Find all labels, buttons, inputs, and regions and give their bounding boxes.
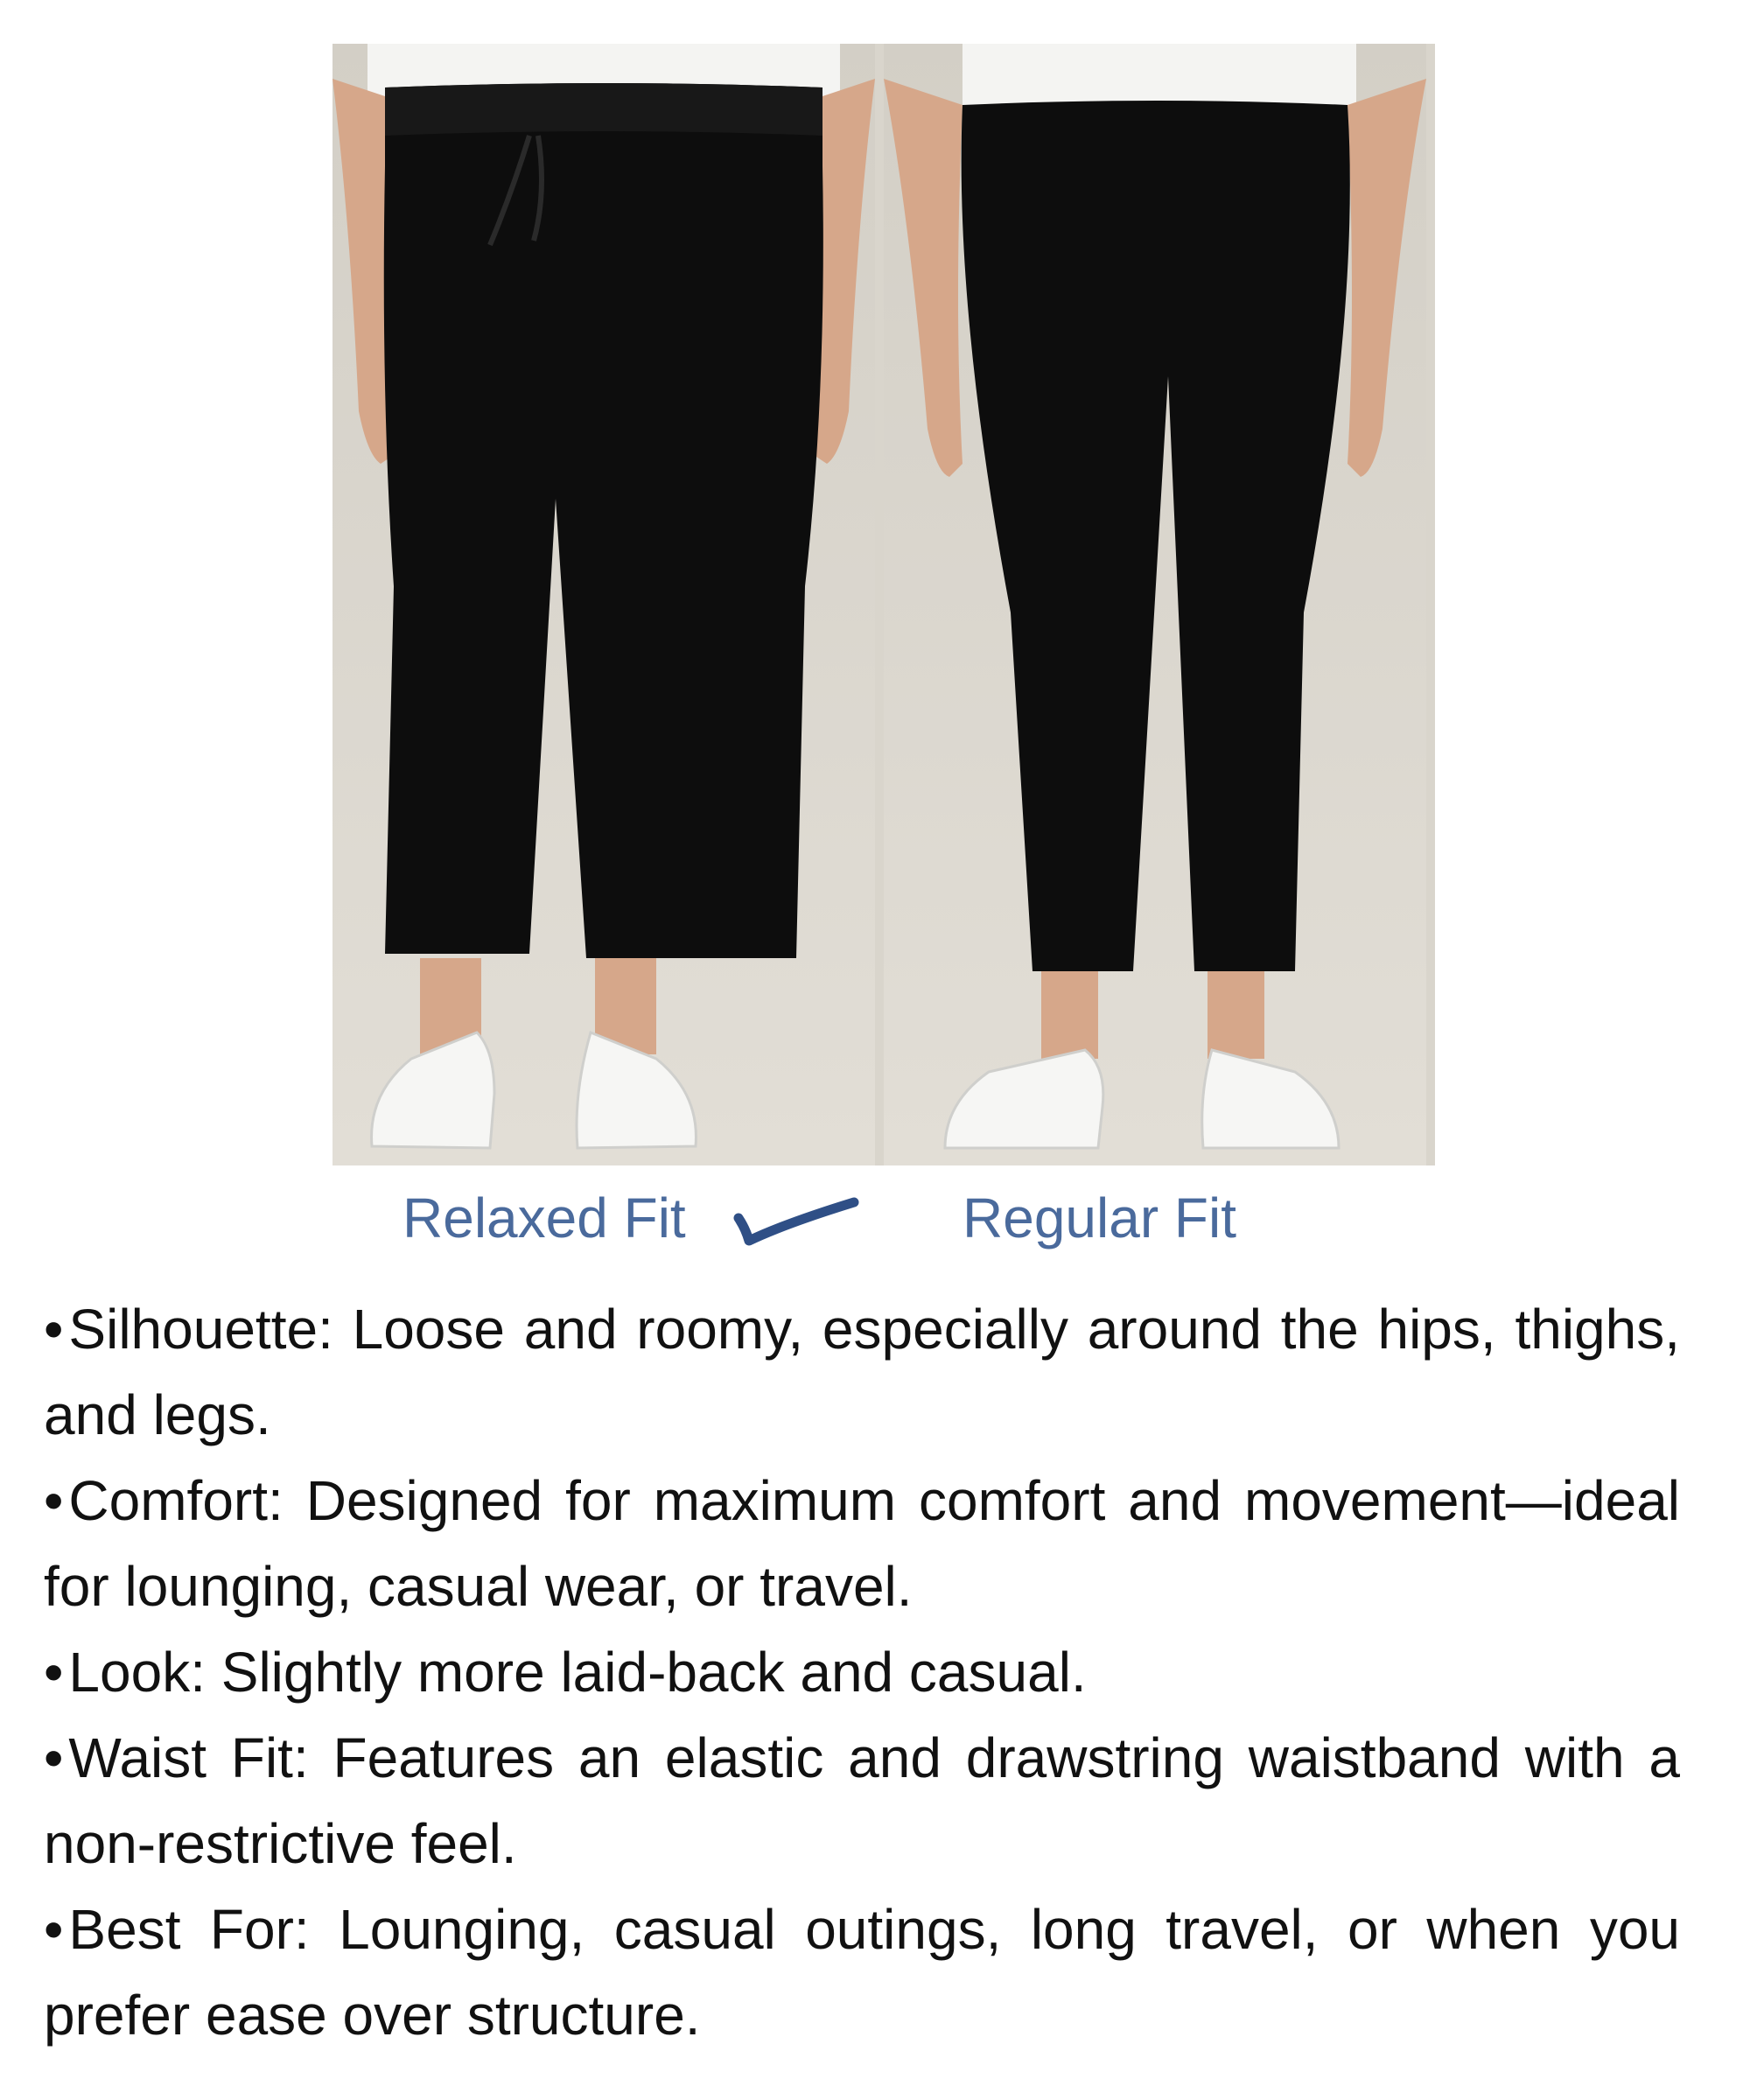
feature-text: Waist Fit: Features an elastic and drawstring waistband with a non-restrictive feel. <box>44 1726 1680 1875</box>
feature-text: Best For: Lounging, casual outings, long travel, or when you prefer ease over structure. <box>44 1898 1680 2047</box>
checkmark-icon <box>733 1190 860 1251</box>
feature-silhouette <box>44 1286 1680 1458</box>
relaxed-fit-pants-photo <box>332 44 875 1166</box>
feature-waist-fit <box>44 1715 1680 1886</box>
regular-fit-label: Regular Fit <box>962 1186 1236 1250</box>
feature-comfort <box>44 1458 1680 1629</box>
bullet: • <box>44 1469 64 1532</box>
feature-text: Silhouette: Loose and roomy, especially around the hips, thighs, and legs. <box>44 1298 1680 1446</box>
relaxed-fit-label: Relaxed Fit <box>402 1186 686 1250</box>
feature-best-for <box>44 1886 1680 2058</box>
regular-fit-pants-photo <box>884 44 1426 1166</box>
feature-text: Look: Slightly more laid-back and casual. <box>68 1641 1087 1704</box>
feature-list <box>44 1286 1680 2058</box>
bullet: • <box>44 1726 64 1789</box>
feature-text: Comfort: Designed for maximum comfort and movement—ideal for lounging, casual wear, or travel. <box>44 1469 1680 1618</box>
bullet: • <box>44 1298 64 1361</box>
comparison-photos <box>332 44 1435 1166</box>
bullet: • <box>44 1641 64 1704</box>
feature-look <box>44 1629 1680 1715</box>
bullet: • <box>44 1898 64 1961</box>
